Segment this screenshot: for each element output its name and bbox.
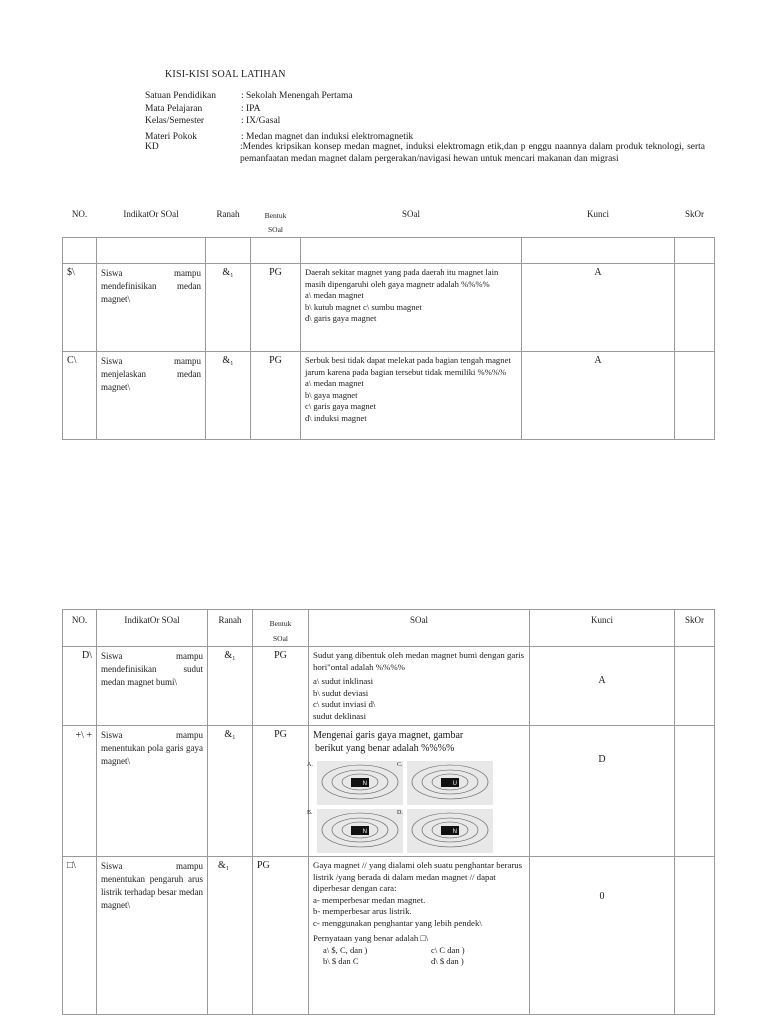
table-spacer-row <box>63 238 715 264</box>
magnet-figure-d <box>397 809 493 853</box>
row-ranah: &₁ <box>208 726 253 857</box>
options-row <box>323 956 525 967</box>
bar-magnet <box>351 778 369 787</box>
row-kunci: 0 <box>530 857 675 1015</box>
col-bentuk <box>251 209 301 238</box>
col-bentuk-line1: Bentuk <box>264 211 287 220</box>
soal-option: c\ C dan ) <box>431 944 465 955</box>
indikator-first-line <box>101 860 203 873</box>
row-skor <box>675 647 715 726</box>
indikator-word: mampu <box>174 356 201 366</box>
meta-value: : IPA <box>241 103 261 114</box>
table-row <box>63 647 715 726</box>
row-indikator <box>97 352 206 440</box>
row-skor <box>675 726 715 857</box>
col-ranah: Ranah <box>206 209 251 238</box>
row-soal <box>309 726 530 857</box>
answer-options <box>313 945 525 967</box>
col-soal: SOal <box>301 209 522 238</box>
magnet-figures <box>307 761 525 853</box>
row-ranah: &₁ <box>208 857 253 1015</box>
kisi-table-1 <box>62 209 715 440</box>
soal-option: c\ garis gaya magnet <box>305 401 376 411</box>
row-ranah: &₁ <box>206 264 251 352</box>
pole-label: N <box>452 829 457 835</box>
row-soal <box>301 352 522 440</box>
row-soal <box>301 264 522 352</box>
indikator-word: mampu <box>176 651 203 661</box>
indikator-word: mampu <box>176 861 203 871</box>
row-kunci: A <box>530 647 675 726</box>
soal-option: a\ medan magnet <box>305 378 364 388</box>
table-row <box>63 352 715 440</box>
indikator-first-line <box>101 355 201 368</box>
row-indikator <box>97 857 208 1015</box>
soal-option: d\ $ dan ) <box>431 955 464 966</box>
soal-text: berikut yang benar adalah %%%% <box>315 743 455 754</box>
row-skor <box>675 857 715 1015</box>
row-skor <box>675 352 715 440</box>
soal-option: b\ $ dan C <box>323 955 359 966</box>
indikator-word: Siswa <box>101 268 123 278</box>
row-bentuk: PG <box>253 857 309 1015</box>
soal-option: a\ $, C, dan ) <box>323 944 368 955</box>
soal-option: sudut deklinasi <box>313 710 367 721</box>
indikator-first-line <box>101 650 203 663</box>
indikator-word: Siswa <box>101 356 123 366</box>
meta-label: Mata Pelajaran <box>145 103 203 114</box>
indikator-rest: mendefinisikan sudut medan magnet bumi\ <box>101 664 203 687</box>
indikator-word: Siswa <box>101 651 123 661</box>
pole-label: N <box>362 781 367 787</box>
soal-option: d\ garis gaya magnet <box>305 313 377 323</box>
row-indikator <box>97 726 208 857</box>
bar-magnet <box>351 826 369 835</box>
options-row <box>323 945 525 956</box>
pole-label: U <box>452 781 457 787</box>
bar-magnet <box>441 778 459 787</box>
col-indikator: IndikatOr SOal <box>97 209 206 238</box>
row-bentuk: PG <box>253 647 309 726</box>
indikator-word: Siswa <box>101 861 123 871</box>
magnet-figure-b <box>307 809 403 853</box>
soal-text: Mengenai garis gaya magnet, gambar <box>313 730 464 741</box>
pole-label: N <box>362 829 367 835</box>
row-ranah: &₁ <box>208 647 253 726</box>
col-soal: SOal <box>309 610 530 647</box>
soal-option: a\ sudut inklinasi <box>313 676 374 686</box>
table-header-row <box>63 610 715 647</box>
indikator-word: mampu <box>174 268 201 278</box>
document-title: KISI-KISI SOAL LATIHAN <box>165 69 286 80</box>
soal-option: a\ medan magnet <box>305 290 364 300</box>
table-header-row <box>63 209 715 238</box>
meta-label: Satuan Pendidikan <box>145 91 216 101</box>
soal-statement: b- memperbesar arus listrik. <box>313 906 412 916</box>
row-number: □\ <box>63 857 97 1015</box>
row-skor <box>675 264 715 352</box>
soal-text: Pernyataan yang benar adalah □\ <box>313 933 429 943</box>
col-bentuk-line1: Bentuk <box>269 619 292 628</box>
col-skor: SkOr <box>675 610 715 647</box>
col-no: NO. <box>63 209 97 238</box>
row-kunci: A <box>522 352 675 440</box>
indikator-rest: menentukan pengaruh arus listrik terhadap besar medan magnet\ <box>101 874 203 910</box>
indikator-rest: menjelaskan medan magnet\ <box>101 369 201 392</box>
col-skor: SkOr <box>675 209 715 238</box>
soal-option: b\ gaya magnet <box>305 389 358 400</box>
col-no: NO. <box>63 610 97 647</box>
indikator-first-line <box>101 729 203 742</box>
row-bentuk: PG <box>251 264 301 352</box>
magnet-figure-c <box>397 761 493 805</box>
soal-text: Gaya magnet // yang dialami oleh suatu penghantar berarus listrik /yang berada di dalam medan magnet // dapat diperbesar dengan cara: <box>313 860 523 893</box>
soal-option: d\ induksi magnet <box>305 412 367 423</box>
table-row <box>63 857 715 1015</box>
row-bentuk: PG <box>251 352 301 440</box>
kd-label: KD <box>145 142 159 152</box>
row-indikator <box>97 264 206 352</box>
col-bentuk-line2: SOal <box>273 634 288 643</box>
indikator-word: Siswa <box>101 730 123 740</box>
indikator-rest: mendefinisikan medan magnet\ <box>101 281 201 304</box>
soal-option: c\ sudut inviasi d\ <box>313 699 376 709</box>
indikator-first-line <box>101 267 201 280</box>
row-kunci: A <box>522 264 675 352</box>
col-ranah: Ranah <box>208 610 253 647</box>
soal-option: b\ sudut deviasi <box>313 687 369 698</box>
col-bentuk-line2: SOal <box>268 225 283 234</box>
indikator-word: mampu <box>176 730 203 740</box>
meta-value: : Sekolah Menengah Pertama <box>241 91 353 101</box>
row-kunci: D <box>530 726 675 857</box>
kisi-table-2 <box>62 609 715 1015</box>
meta-label: Materi Pokok <box>145 131 197 142</box>
row-number: $\ <box>63 264 97 352</box>
col-indikator: IndikatOr SOal <box>97 610 208 647</box>
soal-text: Daerah sekitar magnet yang pada daerah itu magnet lain masih dipengaruhi oleh gaya magnetr adalah %%%% <box>305 267 499 289</box>
row-soal <box>309 857 530 1015</box>
soal-statement: a- memperbesar medan magnet. <box>313 894 426 905</box>
row-bentuk: PG <box>253 726 309 857</box>
row-indikator <box>97 647 208 726</box>
col-kunci: Kunci <box>530 610 675 647</box>
col-kunci: Kunci <box>522 209 675 238</box>
meta-label: Kelas/Semester <box>145 116 205 126</box>
figure-letter: D. <box>397 810 403 816</box>
row-number: D\ <box>63 647 97 726</box>
soal-option: b\ kutub magnet c\ sumbu magnet <box>305 301 422 312</box>
figure-letter: C. <box>397 762 403 768</box>
bar-magnet <box>441 826 459 835</box>
kd-value: :Mendes kripsikan konsep medan magnet, induksi elektromagn etik,dan p enggu naannya dalam produk teknologi, serta pemanfaatan medan magnet dalam pergerakan/navigasi hewan untuk mencari makanan dan migrasi <box>240 142 705 164</box>
figure-letter: B. <box>307 810 313 816</box>
row-ranah: &₁ <box>206 352 251 440</box>
col-bentuk <box>253 610 309 647</box>
soal-statement: c- menggunakan penghantar yang lebih pendek\ <box>313 917 482 928</box>
table-row <box>63 726 715 857</box>
magnet-figure-a <box>307 761 403 805</box>
table-row <box>63 264 715 352</box>
soal-text: Sudut yang dibentuk oleh medan magnet bumi dengan garis hori"ontal adalah %%%% <box>313 650 525 672</box>
figure-letter: A. <box>307 762 313 768</box>
row-number: +\ + <box>63 726 97 857</box>
meta-value: : Medan magnet dan induksi elektromagnetik <box>241 131 414 142</box>
meta-value: : IX/Gasal <box>241 116 281 126</box>
soal-text: Serbuk besi tidak dapat melekat pada bagian tengah magnet jarum karena pada bagian tersebut tidak memiliki %%%% <box>305 355 511 377</box>
indikator-rest: menentukan pola garis gaya magnet\ <box>101 743 203 766</box>
row-soal <box>309 647 530 726</box>
row-number: C\ <box>63 352 97 440</box>
